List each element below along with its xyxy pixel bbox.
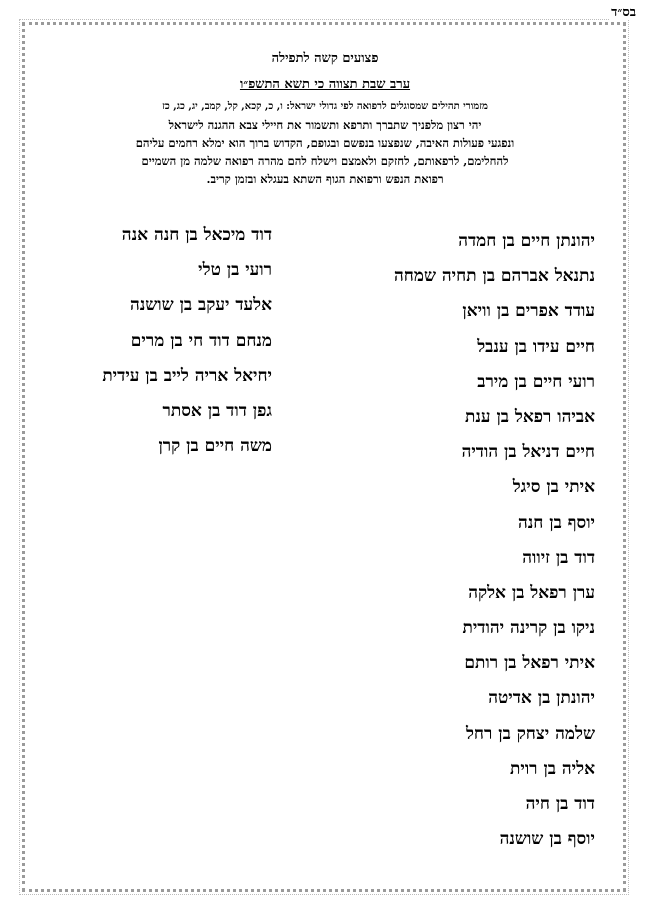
- name-item: אליה בן רוית: [510, 758, 595, 779]
- document-header: [40, 50, 610, 188]
- name-item: חיים עידו בן ענבל: [477, 336, 595, 357]
- name-item: מנחם דוד חי בן מרים: [130, 330, 272, 351]
- name-item: אביהו רפאל בן ענת: [465, 406, 595, 427]
- prayer-line: יהי רצון מלפניך שתברך ותרפא ותשמור את חיילי צבא ההגנה לישראל: [168, 118, 482, 132]
- name-item: איתי בן סיגל: [512, 477, 595, 498]
- name-item: רועי בן טלי: [198, 260, 272, 281]
- name-item: רועי חיים בן מירב: [477, 371, 595, 392]
- bsd-mark: בס״ד: [611, 5, 636, 20]
- name-item: חיים דניאל בן הודיה: [461, 442, 595, 463]
- prayer-paragraph: [40, 98, 610, 188]
- name-item: משה חיים בן קרן: [158, 436, 272, 457]
- name-item: אלעד יעקב בן שושנה: [129, 295, 272, 316]
- prayer-line: ונפגעי פעולות האיבה, שנפצעו בנפשם ובגופם, הקדוש ברוך הוא ימלא רחמים עליהם: [135, 136, 515, 150]
- name-item: איתי רפאל בן רותם: [464, 653, 595, 674]
- name-item: דוד בן חיה: [525, 794, 595, 814]
- prayer-line: להחלימם, לרפאותם, לחזקם ולאמצם וישלח להם מהרה רפואה שלמה מן השמיים: [141, 154, 509, 168]
- name-item: יהונתן בן אדיטה: [488, 688, 595, 709]
- name-item: עודד אפרים בן וויאן: [462, 301, 595, 322]
- name-item: נתנאל אברהם בן תחיה שמחה: [394, 266, 595, 287]
- name-item: יהונתן חיים בן חמדה: [458, 231, 595, 251]
- name-item: יחיאל אריה לייב בן עידית: [102, 365, 272, 386]
- prayer-line: רפואת הנפש ורפואת הגוף השתא בעגלא ובזמן קריב.: [206, 172, 444, 186]
- document-subtitle: ערב שבת תצווה כי תשא התשפ״ו: [239, 77, 411, 92]
- name-item: ניקו בן קרינה יהודית: [462, 618, 595, 639]
- name-item: יוסף בן שושנה: [499, 829, 595, 850]
- name-item: ערן רפאל בן אלקה: [468, 582, 595, 603]
- name-item: יוסף בן חנה: [517, 512, 595, 533]
- name-item: גפן דוד בן אסתר: [162, 400, 272, 421]
- names-column-right: [315, 224, 595, 857]
- prayer-line: מזמורי תהילים שמסוגלים לרפואה לפי גדולי ישראל: ו, כ, קכא, קל, קמב, יג, כג, כז: [162, 101, 488, 112]
- name-item: דוד מיכאל בן חנה אנה: [121, 225, 272, 245]
- name-item: שלמה יצחק בן רחל: [465, 723, 595, 744]
- document-title: פצועים קשה לתפילה: [271, 51, 379, 66]
- name-item: דוד בן זיווה: [522, 547, 595, 568]
- names-column-left: [32, 218, 272, 464]
